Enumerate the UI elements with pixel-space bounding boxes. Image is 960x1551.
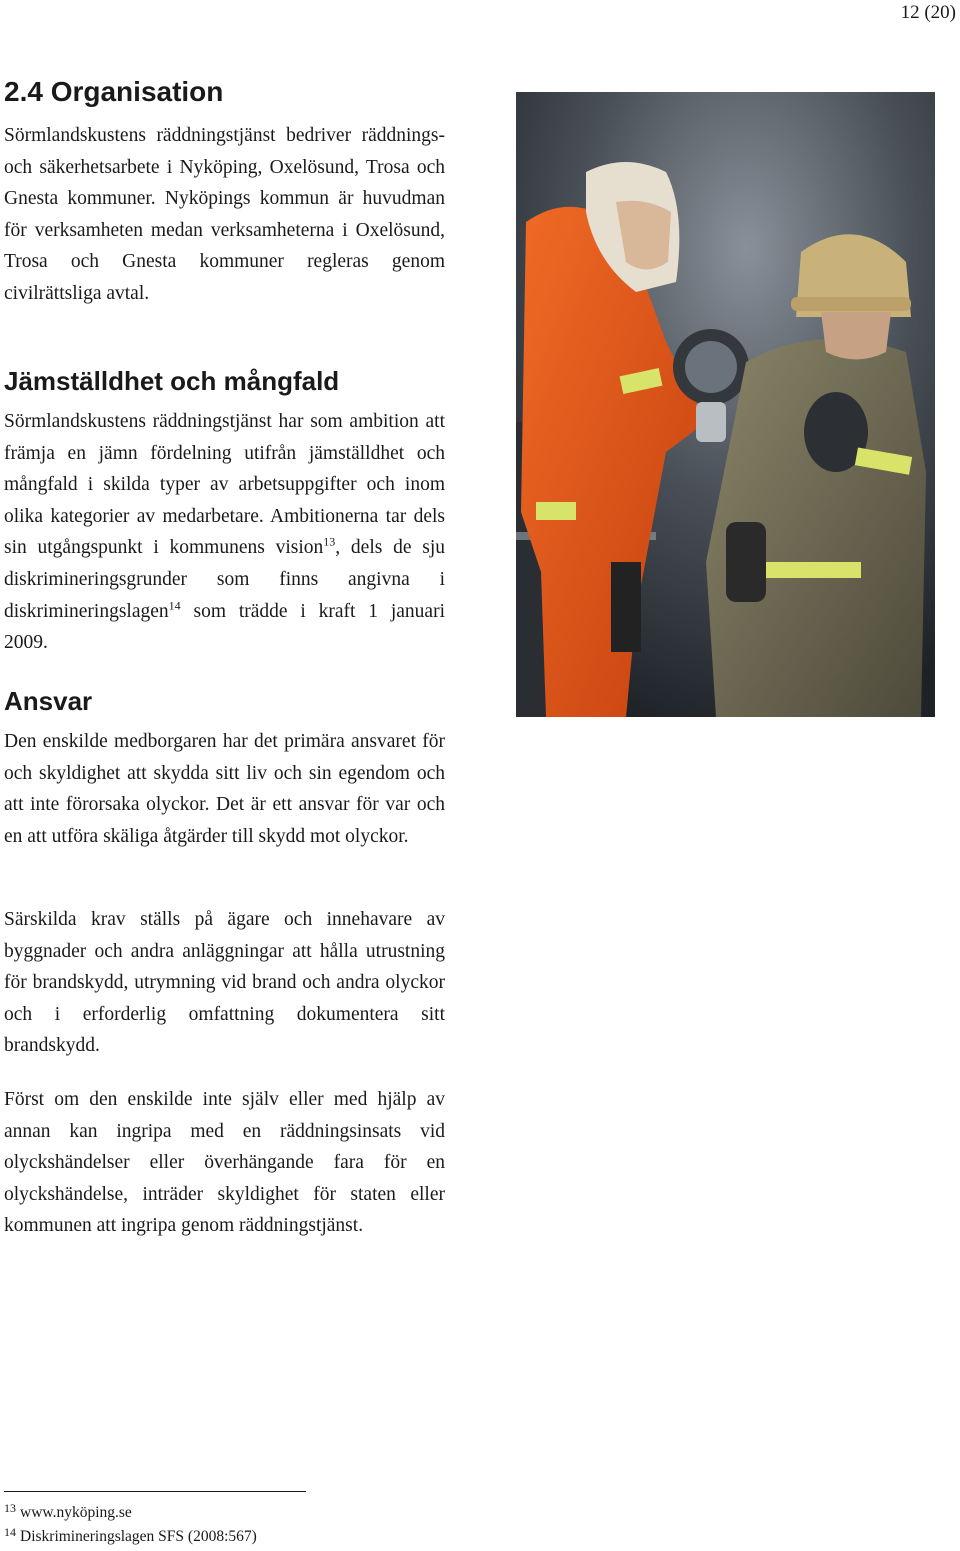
firefighters-photo — [516, 92, 935, 717]
footnote-14 — [4, 1525, 257, 1546]
footnote-13 — [4, 1501, 132, 1522]
responsibility-paragraph-2: Särskilda krav ställs på ägare och innehavare av byggnader och andra anläggningar att hålla utrustning för brandskydd, utrymning vid brand och andra olyckor och i erforderlig omfattning dokumentera sitt brandskydd. — [4, 909, 445, 1057]
responsibility-paragraph-3: Först om den enskilde inte själv eller med hjälp av annan kan ingripa med en räddningsinsats vid olyckshändelser eller överhängande fara för en olyckshändelse, inträder skyldighet för staten eller kommunen att ingripa genom räddningstjänst. — [4, 1089, 445, 1237]
equality-paragraph — [4, 406, 445, 659]
section-heading: 2.4 Organisation — [4, 76, 224, 107]
footnote-ref-13[interactable]: 13 — [323, 534, 336, 549]
equality-text-3: som trädde i kraft 1 januari 2009. — [4, 600, 445, 654]
footnote-ref-14[interactable]: 14 — [168, 598, 181, 613]
footnote-rule — [4, 1491, 306, 1492]
responsibility-heading: Ansvar — [4, 686, 93, 716]
equality-heading: Jämställdhet och mångfald — [4, 366, 340, 396]
footnote-text: Diskrimineringslagen SFS (2008:567) — [20, 1528, 257, 1545]
page-number: 12 (20) — [900, 2, 956, 23]
responsibility-paragraph-1: Den enskilde medborgaren har det primära ansvaret för och skyldighet att skydda sitt liv och sin egendom och att inte förorsaka olyckor. Det är ett ansvar för var och en att utföra skäliga åtgärder till skydd mot olyckor. — [4, 731, 445, 847]
equality-text-2: , dels de sju diskrimineringsgrunder som finns angivna i diskrimineringslagen — [4, 537, 445, 622]
footnote-text: www.nyköping.se — [20, 1504, 132, 1521]
organisation-paragraph: Sörmlandskustens räddningstjänst bedriver räddnings- och säkerhetsarbete i Nyköping, Oxelösund, Trosa och Gnesta kommuner. Nyköpings kommun är huvudman för verksamheten medan verksamheterna i Oxelösund, Trosa och Gnesta kommuner regleras genom civilrättsliga avtal. — [4, 125, 445, 304]
footnote-number: 13 — [4, 1501, 16, 1515]
equality-text-1: Sörmlandskustens räddningstjänst har som ambition att främja en jämn fördelning utifrån jämställdhet och mångfald i skilda typer av arbetsuppgifter och inom olika kategorier av medarbetare. Ambitionerna tar dels sin utgångspunkt i kommunens vision — [4, 411, 445, 559]
footnote-number: 14 — [4, 1525, 16, 1539]
